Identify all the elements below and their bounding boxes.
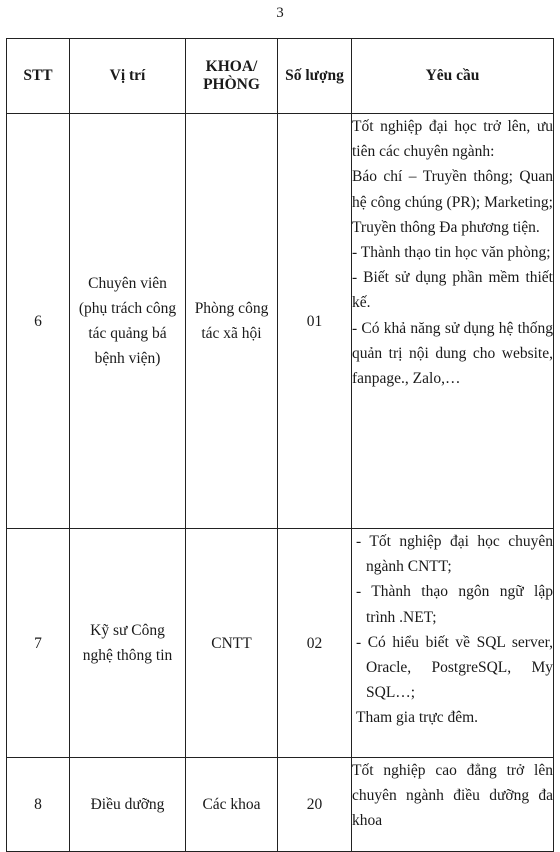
row-quantity: 20 [278, 758, 352, 852]
row-position: Điều dưỡng [70, 758, 186, 852]
row-stt: 6 [7, 114, 70, 529]
row-stt: 7 [7, 529, 70, 758]
requirement-line: - Có hiểu biết về SQL server, Oracle, PostgreSQL, My SQL…; [356, 633, 553, 702]
row-quantity: 01 [278, 114, 352, 529]
requirement-line: - Có khả năng sử dụng hệ thống quản trị nội dung cho website, fanpage., Zalo,… [352, 319, 553, 388]
row-position: Chuyên viên (phụ trách công tác quảng bá bệnh viện) [70, 114, 186, 529]
row-department: CNTT [186, 529, 278, 758]
header-stt: STT [7, 39, 70, 114]
row-department: Các khoa [186, 758, 278, 852]
row-stt: 8 [7, 758, 70, 852]
requirement-line: - Thành thạo tin học văn phòng; [352, 244, 551, 262]
row-quantity: 02 [278, 529, 352, 758]
requirement-line: - Biết sử dụng phần mềm thiết kế. [352, 269, 553, 312]
header-quantity: Số lượng [278, 39, 352, 114]
table-row [7, 529, 554, 758]
table-header-row [7, 39, 554, 114]
row-department: Phòng công tác xã hội [186, 114, 278, 529]
table-row [7, 758, 554, 852]
header-requirements: Yêu cầu [352, 39, 554, 114]
table-row [7, 114, 554, 529]
row-requirements [352, 114, 554, 529]
row-requirements [352, 529, 554, 758]
requirement-line: Tốt nghiệp đại học trở lên, ưu tiên các chuyên ngành: [352, 118, 553, 161]
recruitment-table [6, 38, 554, 852]
requirement-line: - Thành thạo ngôn ngữ lập trình .NET; [356, 583, 553, 626]
requirement-line: Tốt nghiệp cao đẳng trở lên chuyên ngành điều dưỡng đa khoa [352, 762, 553, 830]
row-position: Kỹ sư Công nghệ thông tin [70, 529, 186, 758]
header-position: Vị trí [70, 39, 186, 114]
requirement-line: - Tốt nghiệp đại học chuyên ngành CNTT; [356, 533, 553, 576]
requirement-line: Tham gia trực đêm. [356, 709, 479, 727]
header-department [186, 39, 278, 114]
requirement-line: Báo chí – Truyền thông; Quan hệ công chúng (PR); Marketing; Truyền thông Đa phương tiện. [352, 168, 553, 236]
row-requirements [352, 758, 554, 852]
header-department-label: KHOA/ PHÒNG [203, 58, 260, 93]
page-number: 3 [276, 5, 284, 21]
